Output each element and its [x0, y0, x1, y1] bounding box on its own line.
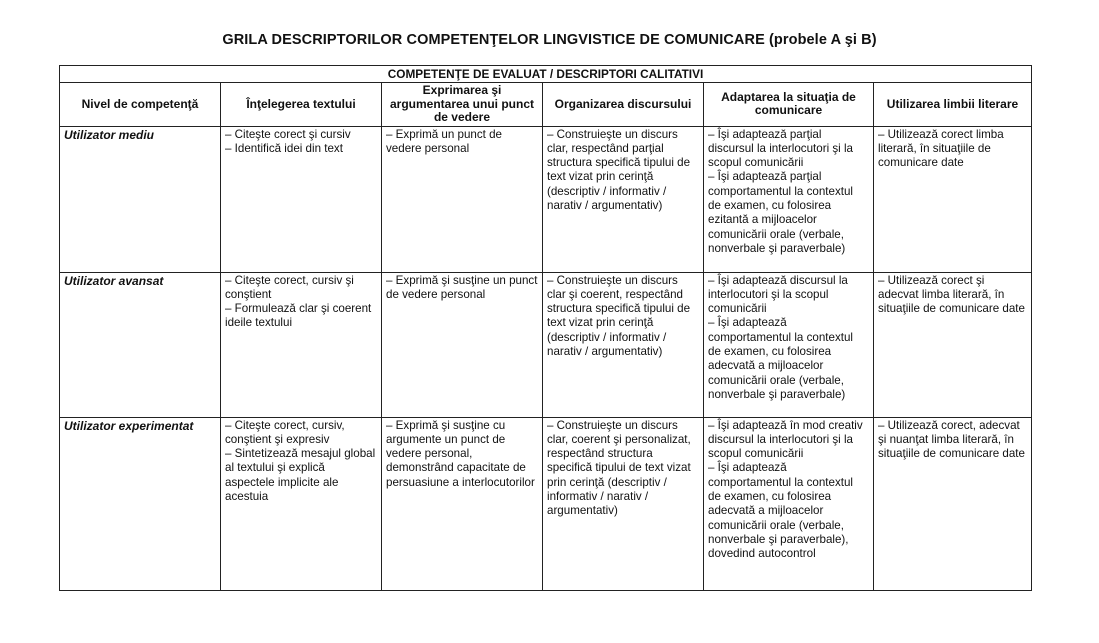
- column-header-expression: Exprimarea şi argumentarea unui punct de vedere: [382, 83, 543, 127]
- descriptor-line: – Îşi adaptează discursul la interlocutori şi la scopul comunicării: [708, 273, 848, 316]
- cell-adaptation: [704, 126, 874, 272]
- descriptor-line: – Utilizează corect şi adecvat limba literară, în situaţiile de comunicare date: [878, 273, 1025, 316]
- level-cell: Utilizator mediu: [60, 126, 221, 272]
- cell-expression: [382, 272, 543, 417]
- column-header-language-use: Utilizarea limbii literare: [874, 83, 1032, 127]
- cell-organization: [543, 272, 704, 417]
- table-row-utilizator-mediu: [60, 126, 1032, 272]
- descriptor-line: – Utilizează corect, adecvat şi nuanţat limba literară, în situaţiile de comunicare date: [878, 418, 1025, 461]
- cell-adaptation: [704, 272, 874, 417]
- descriptor-line: – Utilizează corect limba literară, în situaţiile de comunicare date: [878, 127, 1004, 170]
- cell-organization: [543, 417, 704, 590]
- descriptor-grid-table: [59, 65, 1032, 591]
- column-header-level: Nivel de competenţă: [60, 83, 221, 127]
- descriptor-line: – Exprimă un punct de vedere personal: [386, 127, 503, 155]
- column-header-organization: Organizarea discursului: [543, 83, 704, 127]
- level-cell: Utilizator avansat: [60, 272, 221, 417]
- column-header-adaptation: Adaptarea la situaţia de comunicare: [704, 83, 874, 127]
- descriptor-line: – Îşi adaptează în mod creativ discursul la interlocutori şi la scopul comunicării: [708, 418, 863, 461]
- descriptor-line: – Construieşte un discurs clar, coerent şi personalizat, respectând structura specifică tipului de text vizat prin cerinţă (descriptiv / informativ / narativ / argumentativ): [547, 418, 691, 518]
- column-header-understanding: Înţelegerea textului: [221, 83, 382, 127]
- document-title: GRILA DESCRIPTORILOR COMPETENŢELOR LINGVISTICE DE COMUNICARE (probele A şi B): [222, 32, 877, 48]
- cell-understanding: [221, 417, 382, 590]
- descriptor-line: – Sintetizează mesajul global al textului şi explică aspectele implicite ale acestuia: [225, 447, 376, 503]
- cell-understanding: [221, 126, 382, 272]
- descriptor-line: – Citeşte corect, cursiv, conştient şi expresiv: [225, 418, 345, 446]
- super-header: COMPETENŢE DE EVALUAT / DESCRIPTORI CALITATIVI: [60, 66, 1032, 83]
- cell-language-use: [874, 126, 1032, 272]
- descriptor-line: – Citeşte corect, cursiv şi conştient: [225, 273, 354, 301]
- descriptor-line: – Construieşte un discurs clar, respectând parţial structura specifică tipului de text vizat prin cerinţă (descriptiv / informativ / narativ / argumentativ): [547, 127, 691, 212]
- descriptor-line: – Citeşte corect şi cursiv: [225, 127, 351, 141]
- cell-expression: [382, 126, 543, 272]
- column-header-row: [60, 83, 1032, 127]
- level-cell: Utilizator experimentat: [60, 417, 221, 590]
- descriptor-line: – Exprimă şi susţine cu argumente un punct de vedere personal, demonstrând capacitate de persuasiune a interlocutorilor: [386, 418, 535, 489]
- cell-expression: [382, 417, 543, 590]
- descriptor-line: – Îşi adaptează parţial discursul la interlocutori şi la scopul comunicării: [708, 127, 853, 170]
- descriptor-line: – Construieşte un discurs clar şi coerent, respectând structura specifică tipului de text vizat prin cerinţă (descriptiv / informativ / narativ / argumentativ): [547, 273, 691, 358]
- cell-adaptation: [704, 417, 874, 590]
- descriptor-line: – Îşi adaptează comportamentul la contextul de examen, cu folosirea adecvată a mijloacelor comunicării orale (verbale, nonverbale şi paraverbale): [708, 316, 853, 401]
- descriptor-line: – Îşi adaptează parţial comportamentul la contextul de examen, cu folosirea ezitantă a mijloacelor comunicării orale (verbale, nonverbale şi paraverbale): [708, 170, 853, 255]
- cell-organization: [543, 126, 704, 272]
- descriptor-line: – Identifică idei din text: [225, 141, 343, 155]
- cell-language-use: [874, 272, 1032, 417]
- descriptor-line: – Exprimă şi susţine un punct de vedere personal: [386, 273, 538, 301]
- table-row-utilizator-avansat: [60, 272, 1032, 417]
- cell-language-use: [874, 417, 1032, 590]
- cell-understanding: [221, 272, 382, 417]
- table-row-utilizator-experimentat: [60, 417, 1032, 590]
- descriptor-line: – Formulează clar şi coerent ideile textului: [225, 302, 372, 330]
- descriptor-line: – Îşi adaptează comportamentul la contextul de examen, cu folosirea adecvată a mijloacelor comunicării orale (verbale, nonverbale şi paraverbale), dovedind autocontrol: [708, 461, 853, 561]
